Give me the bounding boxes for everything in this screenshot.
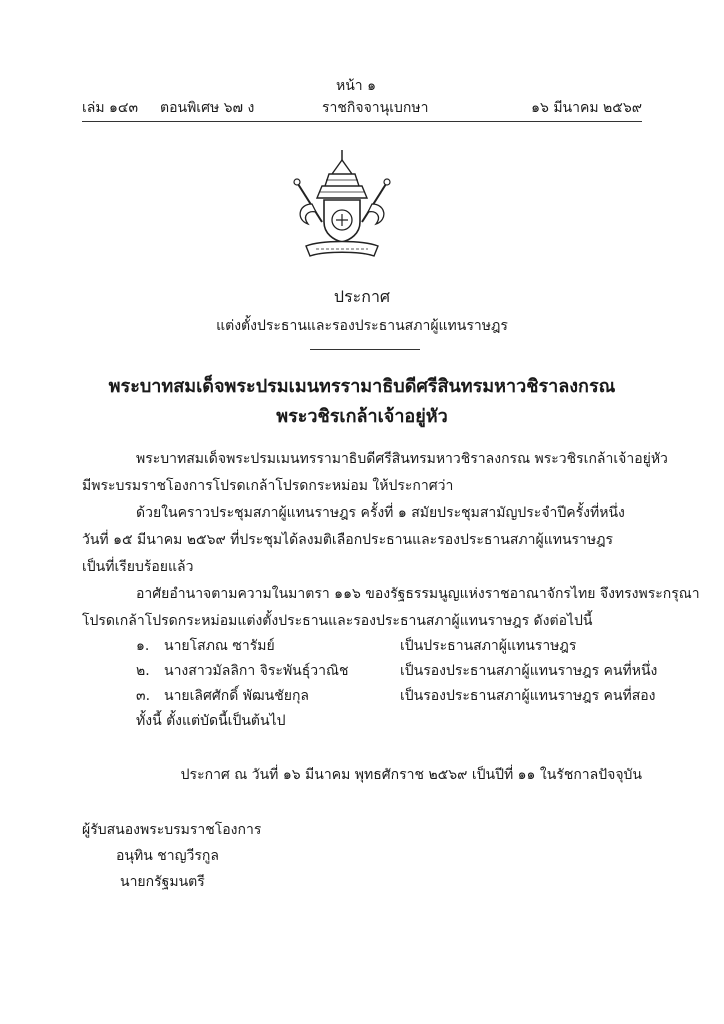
appointee-position: เป็นรองประธานสภาผู้แทนราษฎร คนที่หนึ่ง [400, 663, 658, 679]
appointee-name: นายเลิศศักดิ์ พัฒนชัยกุล [164, 688, 309, 704]
king-name-line1: พระบาทสมเด็จพระปรมเมนทรรามาธิบดีศรีสินทรมหาวชิราลงกรณ [108, 376, 616, 397]
effective-clause: ทั้งนี้ ตั้งแต่บัดนี้เป็นต้นไป [136, 713, 286, 729]
page-number: หน้า ๑ [336, 78, 376, 94]
gazette-date: ๑๖ มีนาคม ๒๕๖๙ [531, 100, 642, 116]
paragraph-2-line-1: ด้วยในคราวประชุมสภาผู้แทนราษฎร ครั้งที่ ๑ สมัยประชุมสามัญประจำปีครั้งที่หนึ่ง [136, 505, 625, 521]
paragraph-3-line-2: โปรดเกล้าโปรดกระหม่อมแต่งตั้งประธานและรองประธานสภาผู้แทนราษฎร ดังต่อไปนี้ [82, 613, 593, 629]
signatory-title: นายกรัฐมนตรี [120, 874, 205, 890]
left-ornament [300, 204, 316, 224]
appointee-position: เป็นประธานสภาผู้แทนราษฎร [400, 638, 577, 654]
gazette-name: ราชกิจจานุเบกษา [322, 100, 429, 116]
appointee-name: นายโสภณ ซารัมย์ [164, 638, 275, 654]
royal-emblem-icon [282, 148, 402, 260]
proclamation-date: ประกาศ ณ วันที่ ๑๖ มีนาคม พุทธศักราช ๒๕๖๙ เป็นปีที่ ๑๑ ในรัชกาลปัจจุบัน [180, 767, 642, 783]
appointment-number: ๓. [136, 688, 151, 704]
announcement-title: ประกาศ [333, 287, 391, 306]
countersign-label: ผู้รับสนองพระบรมราชโองการ [82, 822, 262, 838]
paragraph-1-line-1: พระบาทสมเด็จพระปรมเมนทรรามาธิบดีศรีสินทรมหาวชิราลงกรณ พระวชิรเกล้าเจ้าอยู่หัว [136, 451, 668, 467]
gazette-volume: เล่ม ๑๔๓ [82, 100, 139, 116]
paragraph-1-line-2: มีพระบรมราชโองการโปรดเกล้าโปรดกระหม่อม ให้ประกาศว่า [82, 478, 454, 494]
header-rule [82, 121, 642, 122]
appointment-number: ๒. [136, 663, 150, 679]
signatory-name: อนุทิน ชาญวีรกูล [116, 848, 219, 864]
gazette-section: ตอนพิเศษ ๖๗ ง [160, 100, 255, 116]
appointee-name: นางสาวมัลลิกา จิระพันธุ์วาณิช [164, 663, 349, 679]
royal-emblem [282, 148, 402, 260]
appointment-number: ๑. [136, 638, 150, 654]
paragraph-2-line-3: เป็นที่เรียบร้อยแล้ว [82, 559, 194, 575]
appointee-position: เป็นรองประธานสภาผู้แทนราษฎร คนที่สอง [400, 688, 656, 704]
right-ornament [368, 204, 384, 224]
paragraph-3-line-1: อาศัยอำนาจตามความในมาตรา ๑๑๖ ของรัฐธรรมนูญแห่งราชอาณาจักรไทย จึงทรงพระกรุณา [136, 586, 700, 602]
paragraph-2-line-2: วันที่ ๑๕ มีนาคม ๒๕๖๙ ที่ประชุมได้ลงมติเลือกประธานและรองประธานสภาผู้แทนราษฎร [82, 532, 614, 548]
announcement-subject: แต่งตั้งประธานและรองประธานสภาผู้แทนราษฎร [216, 318, 508, 334]
king-name-line2: พระวชิรเกล้าเจ้าอยู่หัว [276, 406, 448, 427]
title-rule [310, 349, 420, 350]
